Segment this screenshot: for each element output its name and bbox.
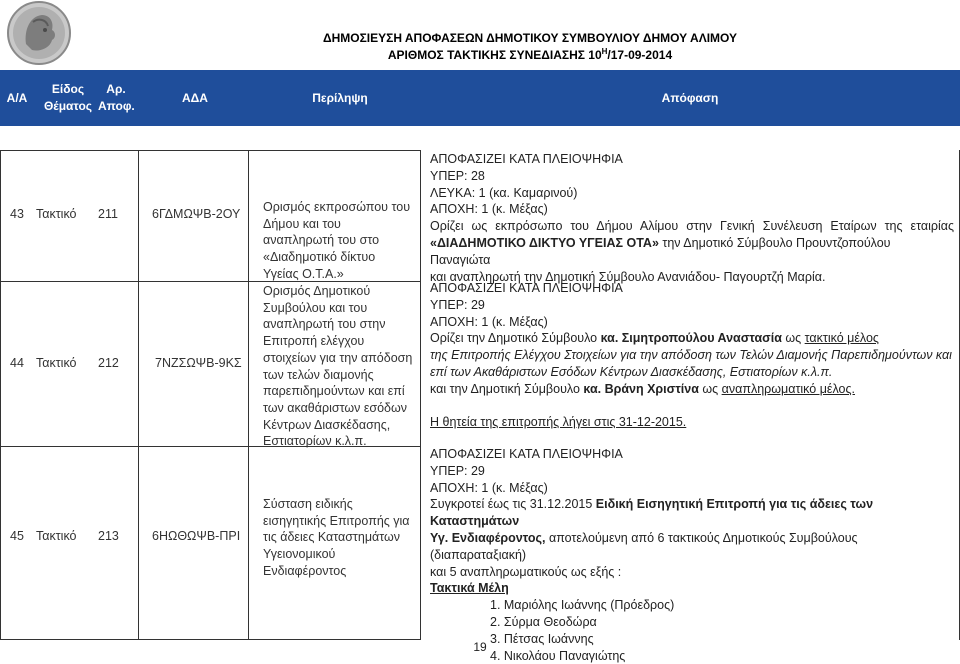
decision-line: Ορίζει ως εκπρόσωπο του Δήμου Αλίμου στην Γενική Συνέλευση Εταίρων της εταιρίας [430,219,954,234]
title-line-2-prefix: ΑΡΙΘΜΟΣ ΤΑΚΤΙΚΗΣ ΣΥΝΕΔΙΑΣΗΣ 10 [387,48,602,62]
row-decision [430,446,954,664]
decision-line: ΥΠΕΡ: 28 [430,168,485,183]
decision-text: Συγκροτεί έως τις 31.12.2015 [430,497,596,512]
row-summary [263,283,413,450]
table-header [0,70,960,126]
decision-line [430,235,954,269]
row-aa: 43 [10,207,24,221]
decision-line: της Επιτροπής Ελέγχου Στοιχείων για την απόδοση των Τελών Διαμονής Παρεπιδημούντων και [430,348,952,363]
row-type: Τακτικό [36,207,77,221]
column-number-line2: Αποφ. [98,99,135,113]
decision-line [430,530,954,564]
decision-underline: τακτικό μέλος [804,331,879,346]
decision-text: αποτελούμενη από 6 τακτικούς Δημοτικούς Συμβούλους (διαπαραταξιακή) [430,530,858,562]
decision-text: και την Δημοτική Σύμβουλο [430,381,584,396]
summary-line: Υγείας Ο.Τ.Α.» [263,266,344,281]
summary-line: αναπληρωτή του στην [263,317,386,332]
member-item: 3. Πέτσας Ιωάννης [490,631,594,646]
decision-line: ΑΠΟΧΗ: 1 (κ. Μέξας) [430,202,548,217]
decision-line: ΥΠΕΡ: 29 [430,463,485,478]
decision-line: ΑΠΟΧΗ: 1 (κ. Μέξας) [430,480,548,495]
decision-line [430,330,954,347]
decision-line: Η θητεία της επιτροπής λήγει στις 31-12-2015. [430,414,687,429]
summary-line: Εστιατορίων κ.λ.π. [263,434,367,449]
row-ada: 6ΓΔΜΩΨΒ-2ΟΥ [152,207,241,221]
row-summary [263,199,413,283]
row-summary [263,496,413,580]
decision-line [430,381,954,398]
summary-line: «Διαδημοτικό δίκτυο [263,250,376,265]
summary-line: των τελών διαμονής [263,367,374,382]
decision-text: την Δημοτικό Σύμβουλο Προυντζοπούλου Παναγιώτα [430,235,891,267]
member-item: 4. Νικολάου Παναγιώτης [490,648,626,663]
row-decision [430,280,954,430]
column-number-line1: Αρ. [106,82,126,96]
decision-line: ΥΠΕΡ: 29 [430,297,485,312]
summary-line: αναπληρωτή του στο [263,233,380,248]
decision-line: ΑΠΟΦΑΣΙΖΕΙ ΚΑΤΑ ΠΛΕΙΟΨΗΦΙΑ [430,281,623,295]
members-title: Τακτικά Μέλη [430,581,509,596]
summary-line: των ακαθάριστων εσόδων [263,400,408,415]
decision-line: ΑΠΟΦΑΣΙΖΕΙ ΚΑΤΑ ΠΛΕΙΟΨΗΦΙΑ [430,447,623,461]
decision-line: ΛΕΥΚΑ: 1 (κα. Καμαρινού) [430,185,578,200]
decision-line [430,496,954,530]
decision-line: ΑΠΟΧΗ: 1 (κ. Μέξας) [430,314,548,329]
page-number: 19 [473,640,487,654]
column-number [98,81,134,115]
decision-bold: Υγ. Ενδιαφέροντος, [430,530,546,545]
title-line-2-sup: Η [601,47,608,56]
summary-line: Επιτροπή ελέγχου [263,334,365,349]
row-ada: 6ΗΩΘΩΨΒ-ΠΡΙ [152,529,241,543]
summary-line: στοιχείων για την απόδοση [263,350,413,365]
column-type [38,81,98,115]
title-line-2 [200,45,860,62]
column-summary: Περίληψη [312,91,368,105]
summary-line: Δήμου και του [263,216,341,231]
municipality-logo-icon [6,0,72,66]
column-type-line1: Είδος [51,82,85,96]
title-line-1: ΔΗΜΟΣΙΕΥΣΗ ΑΠΟΦΑΣΕΩΝ ΔΗΜΟΤΙΚΟΥ ΣΥΜΒΟΥΛΙΟΥ ΔΗΜΟΥ ΑΛΙΜΟΥ [322,31,738,45]
decision-bold: κα. Σιμητροπούλου Αναστασία [600,331,782,346]
row-aa: 44 [10,356,24,370]
summary-line: παρεπιδημούντων και επί [263,384,405,399]
summary-line: Ορισμός εκπροσώπου του [263,200,411,214]
decision-bold: κα. Βράνη Χριστίνα [583,381,699,396]
summary-line: εισηγητικής Επιτροπής για [263,513,410,528]
decision-line: και αναπληρωτή την Δημοτική Σύμβουλο Ανανιάδου- Παγουρτζή Μαρία. [430,269,826,284]
summary-line: Ενδιαφέροντος [263,563,347,578]
decision-line: ΑΠΟΦΑΣΙΖΕΙ ΚΑΤΑ ΠΛΕΙΟΨΗΦΙΑ [430,152,623,166]
decision-text: Ορίζει την Δημοτικό Σύμβουλο [430,331,601,346]
column-aa: Α/Α [6,91,28,105]
row-type: Τακτικό [36,529,77,543]
summary-line: τις άδειες Καταστημάτων [263,530,401,545]
summary-line: Σύσταση ειδικής [263,497,353,511]
row-number: 211 [98,207,118,221]
summary-line: Κέντρων Διασκέδασης, [263,417,391,432]
row-number: 213 [98,529,119,543]
decision-text: ως [781,331,805,346]
title-line-2-suffix: /17-09-2014 [607,48,673,62]
decision-line: επί των Ακαθάριστων Εσόδων Κέντρων Διασκέδασης, Εστιατορίων κ.λ.π. [430,364,833,379]
row-decision [430,151,954,285]
decision-line: και 5 αναπληρωματικούς ως εξής : [430,564,622,579]
member-item: 2. Σύρμα Θεοδώρα [490,614,597,629]
member-item: 1. Μαριόλης Ιωάννης (Πρόεδρος) [490,598,675,613]
decision-bold: «ΔΙΑΔΗΜΟΤΙΚΟ ΔΙΚΤΥΟ ΥΓΕΙΑΣ ΟΤΑ» [430,235,659,250]
summary-line: Ορισμός Δημοτικού [263,284,371,298]
row-ada: 7ΝΖΣΩΨΒ-9ΚΣ [155,356,242,370]
row-number: 212 [98,356,119,370]
summary-line: Συμβούλου και του [263,300,368,315]
row-aa: 45 [10,529,24,543]
document-title [200,31,860,62]
row-type: Τακτικό [36,356,77,370]
column-ada: ΑΔΑ [182,91,208,105]
decision-text: ως [698,381,722,396]
column-decision: Απόφαση [661,91,719,105]
decision-underline: αναπληρωματικό μέλος. [721,381,855,396]
column-type-line2: Θέματος [43,99,93,113]
decision-bold: Ειδική Εισηγητική Επιτροπή για τις άδειες των Καταστημάτων [430,497,874,529]
summary-line: Υγειονομικού [263,547,336,562]
